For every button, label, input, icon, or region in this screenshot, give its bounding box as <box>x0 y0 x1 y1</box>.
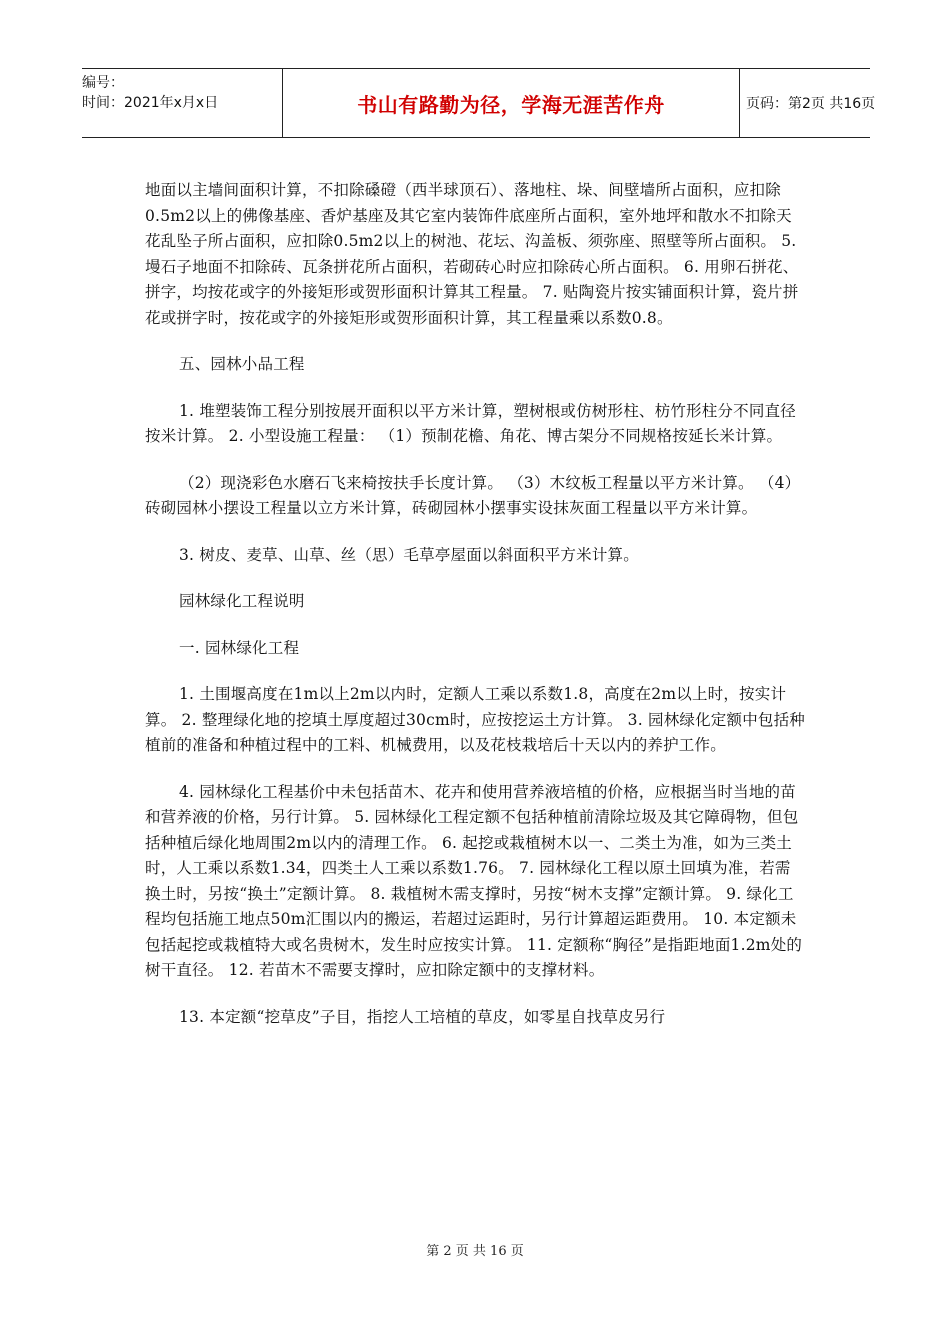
paragraph-continuation: 地面以主墙间面积计算，不扣除磉磴（西半球顶石）、落地柱、垛、间壁墙所占面积，应扣除0.5m2以上的佛像基座、香炉基座及其它室内装饰件底座所占面积，室外地坪和散水不扣除天花乱坠子所占面积，应扣除0.5m2以上的树池、花坛、沟盖板、须弥座、照壁等所占面积。 5. 墁石子地面不扣除砖、瓦条拼花所占面积，若砌砖心时应扣除砖心所占面积。 6. 用卵石拼花、拼字，均按花或字的外接矩形或贺形面积计算其工程量。 7. 贴陶瓷片按实铺面积计算，瓷片拼花或拼字时，按花或字的外接矩形或贺形面积计算，其工程量乘以系数0.8。 <box>145 181 799 327</box>
paragraph: 4. 园林绿化工程基价中未包括苗木、花卉和使用营养液培植的价格，应根据当时当地的苗和营养液的价格，另行计算。 5. 园林绿化工程定额不包括种植前清除垃圾及其它障碍物，但包括种植后绿化地周围2m以内的清理工作。 6. 起挖或栽植树木以一、二类土为准，如为三类土时，人工乘以系数1.34，四类土人工乘以系数1.76。 7. 园林绿化工程以原土回填为准，若需换土时，另按“换土”定额计算。 8. 栽植树木需支撑时，另按“树木支撑”定额计算。 9. 绿化工程均包括施工地点50m汇围以内的搬运，若超过运距时，另行计算超运距费用。 10. 本定额未包括起挖或栽植特大或名贵树木，发生时应按实计算。 11. 定额称“胸径”是指距地面1.2m处的树干直径。 12. 若苗木不需要支撑时，应扣除定额中的支撑材料。 <box>145 782 803 979</box>
header-motto-cell <box>282 69 740 137</box>
paragraph: （2）现浇彩色水磨石飞来椅按扶手长度计算。 （3）木纹板工程量以平方米计算。 （4）砖砌园林小摆设工程量以立方米计算，砖砌园林小摆事实设抹灰面工程量以平方米计算。 <box>145 473 801 517</box>
header-motto: 书山有路勤为径，学海无涯苦作舟 <box>357 92 665 117</box>
paragraph: 3. 树皮、麦草、山草、丝（思）毛草亭屋面以斜面积平方米计算。 <box>179 545 639 564</box>
document-body <box>145 178 805 1051</box>
section-heading-greening-notes: 园林绿化工程说明 <box>179 592 305 610</box>
header-meta <box>82 69 282 141</box>
document-date-label: 时间：2021年x月x日 <box>82 95 219 111</box>
subsection-heading-greening: 一. 园林绿化工程 <box>179 638 300 657</box>
paragraph: 13. 本定额“挖草皮”子目，指挖人工培植的草皮，如零星自找草皮另行 <box>179 1007 666 1026</box>
document-number-label: 编号： <box>82 75 124 91</box>
page-footer <box>0 1240 950 1259</box>
paragraph: 1. 堆塑装饰工程分别按展开面积以平方米计算，塑树根或仿树形柱、枋竹形柱分不同直径按米计算。 2. 小型设施工程量： （1）预制花檐、角花、博古架分不同规格按延长米计算。 <box>145 401 796 445</box>
header-page-label: 页码：第2页 共16页 <box>746 96 876 112</box>
paragraph: 1. 土围堰高度在1m以上2m以内时，定额人工乘以系数1.8，高度在2m以上时，按实计算。 2. 整理绿化地的挖填土厚度超过30cm时，应按挖运土方计算。 3. 园林绿化定额中包括种植前的准备和种植过程中的工料、机械费用，以及花枝栽培后十天以内的养护工作。 <box>145 685 805 754</box>
page-header <box>82 68 876 138</box>
footer-page-number: 第 2 页 共 16 页 <box>426 1244 524 1259</box>
header-page-info <box>746 69 876 137</box>
section-heading-garden-features: 五、园林小品工程 <box>179 355 305 373</box>
